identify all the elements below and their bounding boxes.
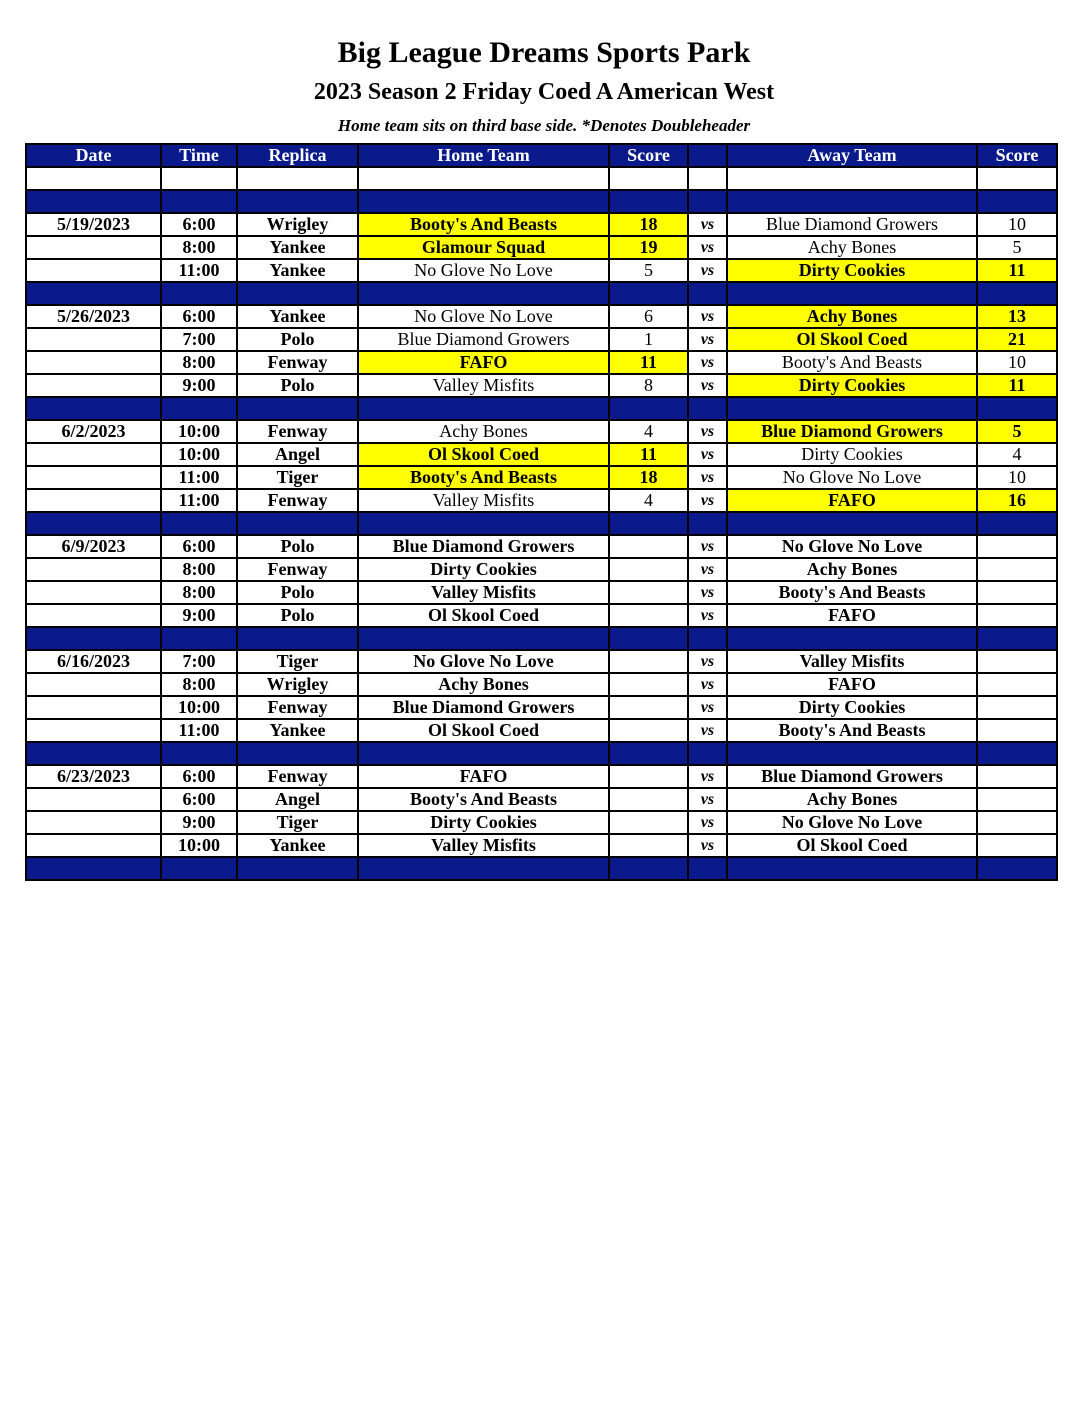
home-team-cell: Ol Skool Coed: [358, 604, 609, 627]
away-score-cell: 10: [977, 213, 1057, 236]
home-team-cell: Valley Misfits: [358, 374, 609, 397]
home-score-cell: 11: [609, 443, 688, 466]
empty-cell: [26, 627, 161, 650]
time-cell: 9:00: [161, 811, 237, 834]
home-score-cell: [609, 765, 688, 788]
away-team-cell: Dirty Cookies: [727, 696, 977, 719]
replica-cell: Polo: [237, 604, 358, 627]
empty-cell: [358, 167, 609, 190]
vs-cell: vs: [688, 236, 727, 259]
vs-cell: vs: [688, 719, 727, 742]
home-team-cell: No Glove No Love: [358, 305, 609, 328]
empty-cell: [237, 190, 358, 213]
header-home-score: Score: [609, 144, 688, 167]
table-row: [26, 213, 1057, 236]
header-time: Time: [161, 144, 237, 167]
time-cell: 10:00: [161, 420, 237, 443]
date-cell: 5/26/2023: [26, 305, 161, 328]
vs-cell: vs: [688, 811, 727, 834]
home-team-cell: Ol Skool Coed: [358, 719, 609, 742]
vs-cell: vs: [688, 673, 727, 696]
header-replica: Replica: [237, 144, 358, 167]
date-cell: [26, 374, 161, 397]
home-score-cell: [609, 650, 688, 673]
time-cell: 9:00: [161, 374, 237, 397]
empty-cell: [727, 282, 977, 305]
schedule-table: [25, 143, 1058, 881]
vs-cell: vs: [688, 765, 727, 788]
time-cell: 6:00: [161, 788, 237, 811]
away-team-cell: No Glove No Love: [727, 466, 977, 489]
table-row: [26, 788, 1057, 811]
date-cell: [26, 443, 161, 466]
date-cell: 6/9/2023: [26, 535, 161, 558]
home-team-cell: FAFO: [358, 765, 609, 788]
away-score-cell: 11: [977, 374, 1057, 397]
empty-cell: [237, 627, 358, 650]
home-team-cell: Valley Misfits: [358, 489, 609, 512]
date-cell: [26, 236, 161, 259]
home-team-cell: Blue Diamond Growers: [358, 535, 609, 558]
replica-cell: Wrigley: [237, 673, 358, 696]
vs-cell: vs: [688, 259, 727, 282]
home-team-cell: Ol Skool Coed: [358, 443, 609, 466]
time-cell: 8:00: [161, 581, 237, 604]
vs-cell: vs: [688, 305, 727, 328]
away-team-cell: No Glove No Love: [727, 535, 977, 558]
header-away-score: Score: [977, 144, 1057, 167]
empty-cell: [161, 397, 237, 420]
replica-cell: Angel: [237, 788, 358, 811]
away-score-cell: [977, 811, 1057, 834]
time-cell: 10:00: [161, 443, 237, 466]
away-team-cell: Ol Skool Coed: [727, 328, 977, 351]
time-cell: 6:00: [161, 765, 237, 788]
table-row: [26, 765, 1057, 788]
empty-cell: [161, 742, 237, 765]
table-header-row: [26, 144, 1057, 167]
date-cell: [26, 604, 161, 627]
home-score-cell: [609, 834, 688, 857]
home-score-cell: [609, 719, 688, 742]
table-row: [26, 259, 1057, 282]
empty-cell: [977, 397, 1057, 420]
replica-cell: Yankee: [237, 834, 358, 857]
date-cell: [26, 259, 161, 282]
replica-cell: Yankee: [237, 719, 358, 742]
table-row: [26, 558, 1057, 581]
separator-row: [26, 190, 1057, 213]
home-team-cell: Blue Diamond Growers: [358, 328, 609, 351]
home-score-cell: [609, 696, 688, 719]
table-row: [26, 581, 1057, 604]
empty-cell: [727, 397, 977, 420]
date-cell: [26, 719, 161, 742]
home-team-cell: No Glove No Love: [358, 259, 609, 282]
away-team-cell: Booty's And Beasts: [727, 581, 977, 604]
time-cell: 11:00: [161, 489, 237, 512]
home-team-cell: Blue Diamond Growers: [358, 696, 609, 719]
empty-cell: [727, 167, 977, 190]
empty-cell: [26, 397, 161, 420]
home-score-cell: [609, 581, 688, 604]
date-cell: [26, 696, 161, 719]
away-score-cell: [977, 650, 1057, 673]
empty-cell: [688, 397, 727, 420]
empty-cell: [977, 282, 1057, 305]
vs-cell: vs: [688, 604, 727, 627]
empty-cell: [727, 512, 977, 535]
vs-cell: vs: [688, 696, 727, 719]
date-cell: [26, 788, 161, 811]
table-row: [26, 489, 1057, 512]
table-row: [26, 650, 1057, 673]
date-cell: [26, 811, 161, 834]
replica-cell: Wrigley: [237, 213, 358, 236]
away-score-cell: [977, 558, 1057, 581]
empty-cell: [609, 857, 688, 880]
vs-cell: vs: [688, 328, 727, 351]
home-team-cell: Booty's And Beasts: [358, 213, 609, 236]
page-title: Big League Dreams Sports Park: [337, 36, 751, 69]
table-row: [26, 236, 1057, 259]
replica-cell: Yankee: [237, 305, 358, 328]
table-row: [26, 811, 1057, 834]
away-team-cell: Dirty Cookies: [727, 443, 977, 466]
empty-cell: [237, 857, 358, 880]
time-cell: 8:00: [161, 351, 237, 374]
empty-cell: [688, 190, 727, 213]
empty-cell: [237, 397, 358, 420]
away-score-cell: 5: [977, 420, 1057, 443]
home-score-cell: 19: [609, 236, 688, 259]
home-score-cell: [609, 811, 688, 834]
vs-cell: vs: [688, 834, 727, 857]
away-team-cell: Achy Bones: [727, 558, 977, 581]
vs-cell: vs: [688, 558, 727, 581]
away-score-cell: 4: [977, 443, 1057, 466]
home-team-cell: Valley Misfits: [358, 581, 609, 604]
empty-cell: [609, 167, 688, 190]
time-cell: 8:00: [161, 558, 237, 581]
empty-cell: [161, 282, 237, 305]
home-team-cell: FAFO: [358, 351, 609, 374]
separator-row: [26, 282, 1057, 305]
home-score-cell: [609, 673, 688, 696]
empty-cell: [727, 190, 977, 213]
vs-cell: vs: [688, 213, 727, 236]
empty-cell: [727, 627, 977, 650]
replica-cell: Fenway: [237, 489, 358, 512]
away-team-cell: Blue Diamond Growers: [727, 765, 977, 788]
replica-cell: Fenway: [237, 420, 358, 443]
away-score-cell: [977, 834, 1057, 857]
home-score-cell: [609, 535, 688, 558]
separator-row: [26, 627, 1057, 650]
vs-cell: vs: [688, 420, 727, 443]
empty-cell: [688, 627, 727, 650]
away-score-cell: 5: [977, 236, 1057, 259]
home-team-cell: Dirty Cookies: [358, 811, 609, 834]
vs-cell: vs: [688, 788, 727, 811]
table-row: [26, 374, 1057, 397]
replica-cell: Fenway: [237, 351, 358, 374]
away-team-cell: Booty's And Beasts: [727, 351, 977, 374]
away-score-cell: 10: [977, 466, 1057, 489]
replica-cell: Fenway: [237, 558, 358, 581]
time-cell: 7:00: [161, 650, 237, 673]
empty-cell: [358, 742, 609, 765]
empty-cell: [237, 282, 358, 305]
empty-cell: [358, 190, 609, 213]
home-team-cell: Glamour Squad: [358, 236, 609, 259]
away-team-cell: Achy Bones: [727, 788, 977, 811]
home-team-cell: Dirty Cookies: [358, 558, 609, 581]
away-score-cell: 16: [977, 489, 1057, 512]
table-row: [26, 604, 1057, 627]
away-score-cell: [977, 581, 1057, 604]
separator-row: [26, 857, 1057, 880]
time-cell: 6:00: [161, 213, 237, 236]
blank-row: [26, 167, 1057, 190]
empty-cell: [977, 857, 1057, 880]
replica-cell: Yankee: [237, 236, 358, 259]
page-subtitle: 2023 Season 2 Friday Coed A American West: [313, 79, 775, 105]
table-row: [26, 696, 1057, 719]
away-score-cell: 21: [977, 328, 1057, 351]
home-team-cell: Booty's And Beasts: [358, 466, 609, 489]
table-row: [26, 351, 1057, 374]
empty-cell: [688, 167, 727, 190]
replica-cell: Angel: [237, 443, 358, 466]
away-score-cell: [977, 696, 1057, 719]
empty-cell: [237, 742, 358, 765]
table-row: [26, 466, 1057, 489]
empty-cell: [688, 512, 727, 535]
empty-cell: [358, 397, 609, 420]
date-cell: [26, 466, 161, 489]
vs-cell: vs: [688, 650, 727, 673]
empty-cell: [358, 857, 609, 880]
replica-cell: Polo: [237, 581, 358, 604]
away-team-cell: FAFO: [727, 489, 977, 512]
home-score-cell: [609, 558, 688, 581]
date-cell: [26, 328, 161, 351]
time-cell: 11:00: [161, 259, 237, 282]
replica-cell: Fenway: [237, 765, 358, 788]
away-team-cell: No Glove No Love: [727, 811, 977, 834]
home-score-cell: 4: [609, 489, 688, 512]
away-score-cell: [977, 535, 1057, 558]
empty-cell: [727, 742, 977, 765]
empty-cell: [977, 627, 1057, 650]
empty-cell: [977, 512, 1057, 535]
date-cell: [26, 351, 161, 374]
empty-cell: [161, 190, 237, 213]
empty-cell: [609, 282, 688, 305]
date-cell: 6/23/2023: [26, 765, 161, 788]
time-cell: 11:00: [161, 719, 237, 742]
date-cell: 6/16/2023: [26, 650, 161, 673]
empty-cell: [161, 167, 237, 190]
table-row: [26, 719, 1057, 742]
empty-cell: [609, 742, 688, 765]
vs-cell: vs: [688, 466, 727, 489]
home-team-cell: Booty's And Beasts: [358, 788, 609, 811]
empty-cell: [161, 512, 237, 535]
header-away-team: Away Team: [727, 144, 977, 167]
empty-cell: [26, 742, 161, 765]
away-team-cell: Dirty Cookies: [727, 374, 977, 397]
empty-cell: [688, 282, 727, 305]
separator-row: [26, 397, 1057, 420]
home-score-cell: 8: [609, 374, 688, 397]
away-score-cell: 13: [977, 305, 1057, 328]
away-score-cell: [977, 673, 1057, 696]
vs-cell: vs: [688, 489, 727, 512]
empty-cell: [609, 397, 688, 420]
away-score-cell: [977, 788, 1057, 811]
away-team-cell: Dirty Cookies: [727, 259, 977, 282]
home-score-cell: [609, 788, 688, 811]
home-score-cell: 18: [609, 213, 688, 236]
replica-cell: Polo: [237, 374, 358, 397]
replica-cell: Tiger: [237, 650, 358, 673]
home-score-cell: 5: [609, 259, 688, 282]
away-team-cell: Achy Bones: [727, 236, 977, 259]
table-row: [26, 305, 1057, 328]
replica-cell: Fenway: [237, 696, 358, 719]
home-score-cell: 1: [609, 328, 688, 351]
time-cell: 8:00: [161, 236, 237, 259]
empty-cell: [161, 627, 237, 650]
empty-cell: [358, 627, 609, 650]
replica-cell: Polo: [237, 535, 358, 558]
away-team-cell: Valley Misfits: [727, 650, 977, 673]
table-row: [26, 443, 1057, 466]
table-row: [26, 420, 1057, 443]
vs-cell: vs: [688, 443, 727, 466]
date-cell: [26, 558, 161, 581]
empty-cell: [26, 857, 161, 880]
empty-cell: [688, 742, 727, 765]
vs-cell: vs: [688, 374, 727, 397]
header-vs: [688, 144, 727, 167]
schedule-body: [26, 167, 1057, 880]
away-team-cell: FAFO: [727, 673, 977, 696]
empty-cell: [237, 167, 358, 190]
away-score-cell: 11: [977, 259, 1057, 282]
replica-cell: Polo: [237, 328, 358, 351]
vs-cell: vs: [688, 581, 727, 604]
empty-cell: [358, 512, 609, 535]
away-score-cell: [977, 604, 1057, 627]
table-row: [26, 328, 1057, 351]
separator-row: [26, 742, 1057, 765]
empty-cell: [609, 627, 688, 650]
empty-cell: [688, 857, 727, 880]
date-cell: [26, 834, 161, 857]
time-cell: 7:00: [161, 328, 237, 351]
time-cell: 9:00: [161, 604, 237, 627]
empty-cell: [237, 512, 358, 535]
separator-row: [26, 512, 1057, 535]
home-team-cell: No Glove No Love: [358, 650, 609, 673]
time-cell: 11:00: [161, 466, 237, 489]
empty-cell: [26, 512, 161, 535]
away-team-cell: Achy Bones: [727, 305, 977, 328]
empty-cell: [609, 190, 688, 213]
replica-cell: Tiger: [237, 466, 358, 489]
away-team-cell: Blue Diamond Growers: [727, 420, 977, 443]
empty-cell: [727, 857, 977, 880]
home-score-cell: 4: [609, 420, 688, 443]
away-team-cell: Ol Skool Coed: [727, 834, 977, 857]
empty-cell: [977, 742, 1057, 765]
home-score-cell: 11: [609, 351, 688, 374]
time-cell: 8:00: [161, 673, 237, 696]
empty-cell: [26, 282, 161, 305]
away-score-cell: 10: [977, 351, 1057, 374]
empty-cell: [977, 167, 1057, 190]
vs-cell: vs: [688, 351, 727, 374]
empty-cell: [161, 857, 237, 880]
header-home-team: Home Team: [358, 144, 609, 167]
home-score-cell: [609, 604, 688, 627]
replica-cell: Yankee: [237, 259, 358, 282]
home-team-cell: Valley Misfits: [358, 834, 609, 857]
home-score-cell: 18: [609, 466, 688, 489]
home-score-cell: 6: [609, 305, 688, 328]
away-team-cell: Booty's And Beasts: [727, 719, 977, 742]
table-row: [26, 673, 1057, 696]
date-cell: [26, 489, 161, 512]
date-cell: 6/2/2023: [26, 420, 161, 443]
away-score-cell: [977, 765, 1057, 788]
away-team-cell: Blue Diamond Growers: [727, 213, 977, 236]
table-row: [26, 535, 1057, 558]
table-row: [26, 834, 1057, 857]
time-cell: 10:00: [161, 834, 237, 857]
home-team-cell: Achy Bones: [358, 673, 609, 696]
away-team-cell: FAFO: [727, 604, 977, 627]
empty-cell: [358, 282, 609, 305]
vs-cell: vs: [688, 535, 727, 558]
empty-cell: [26, 190, 161, 213]
empty-cell: [26, 167, 161, 190]
date-cell: [26, 581, 161, 604]
home-team-cell: Achy Bones: [358, 420, 609, 443]
replica-cell: Tiger: [237, 811, 358, 834]
away-score-cell: [977, 719, 1057, 742]
header-date: Date: [26, 144, 161, 167]
time-cell: 6:00: [161, 305, 237, 328]
empty-cell: [977, 190, 1057, 213]
empty-cell: [609, 512, 688, 535]
schedule-note: Home team sits on third base side. *Denotes Doubleheader: [337, 116, 751, 135]
time-cell: 10:00: [161, 696, 237, 719]
date-cell: 5/19/2023: [26, 213, 161, 236]
time-cell: 6:00: [161, 535, 237, 558]
date-cell: [26, 673, 161, 696]
